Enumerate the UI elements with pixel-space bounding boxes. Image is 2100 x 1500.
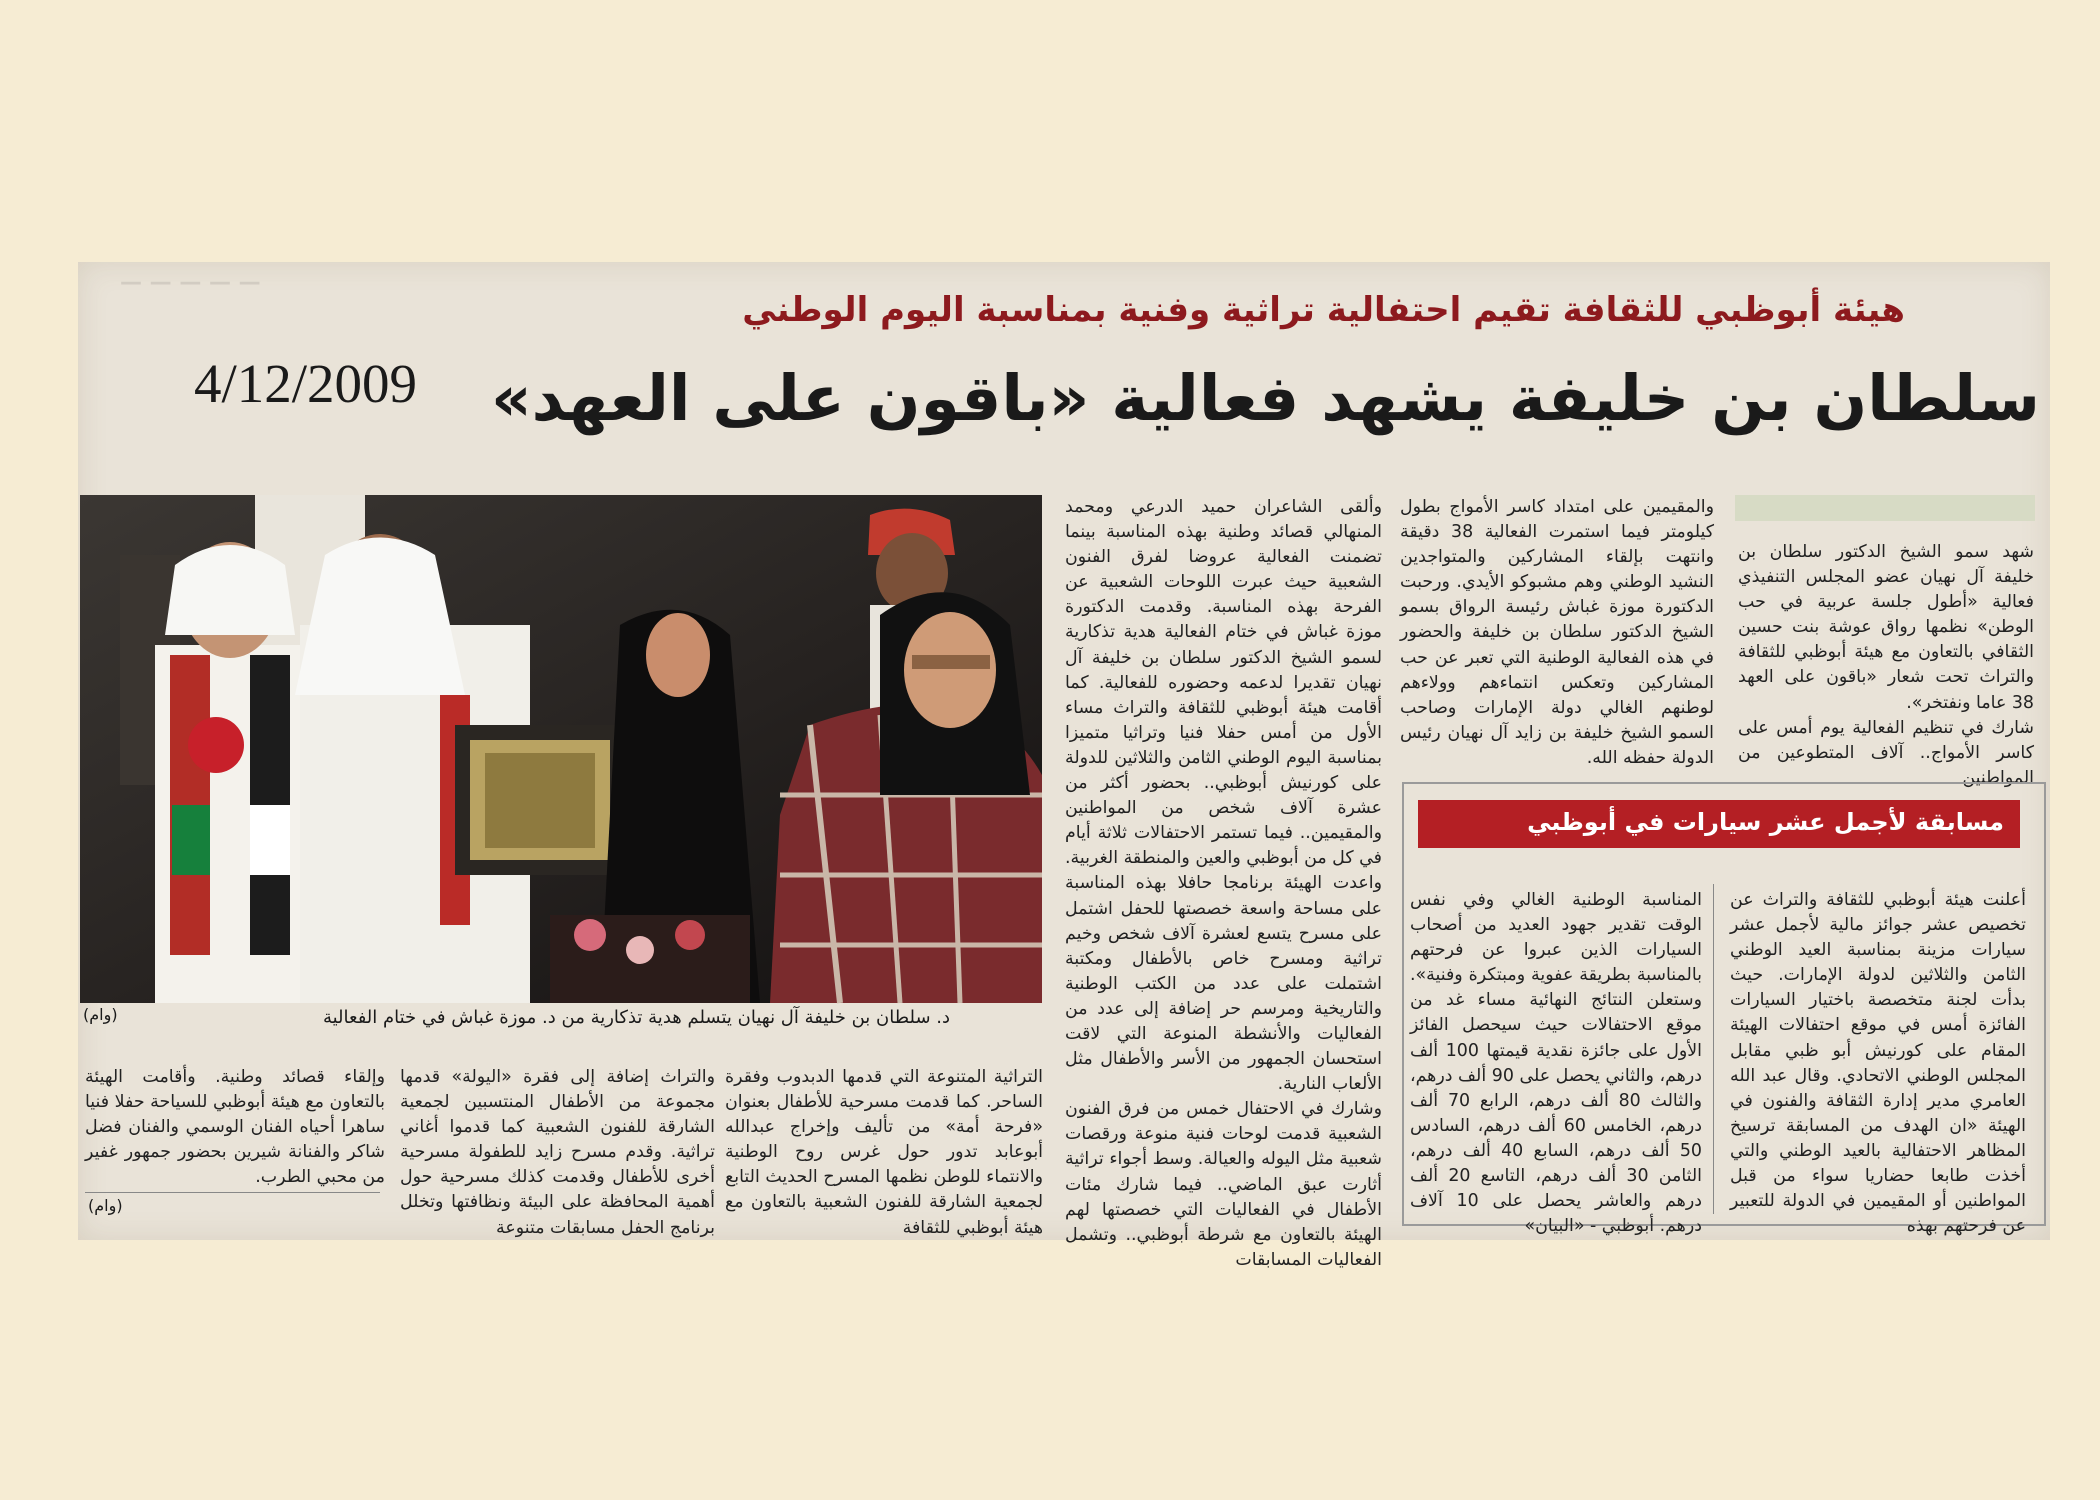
bleed-through-text: — — — — — xyxy=(120,270,261,295)
sidebar-column-b: المناسبة الوطنية الغالي وفي نفس الوقت تقدير جهود العديد من أصحاب السيارات الذين عبروا عن فرحتهم بالمناسبة بطريقة عفوية ومبتكرة وفنية». وستعلن النتائج النهائية مساء غد من موقع الاحتفالات حيث سيحصل الفائز الأول على جائزة نقدية قيمتها 100 ألف درهم، والثاني يحصل على 90 ألف درهم، والثالث 80 ألف درهم، الرابع 70 ألف درهم، الخامس 60 ألف درهم، السادس 50 ألف درهم، السابع 40 ألف درهم، الثامن 30 ألف درهم، التاسع 20 ألف درهم والعاشر يحصل على 10 آلاف درهم. أبوظبي - «البيان» xyxy=(1410,890,1702,1237)
sidebar-column-a: أعلنت هيئة أبوظبي للثقافة والتراث عن تخصيص عشر جوائز مالية لأجمل عشر سيارات مزينة بمناسبة العيد الوطني الثامن والثلاثين لدولة الإمارات. حيث بدأت لجنة متخصصة باختيار السيارات الفائزة أمس في موقع احتفالات الهيئة المقام على كورنيش أبو ظبي مقابل المجلس الوطني الاتحادي. وقال عبد الله العامري مدير إدارة الثقافة والفنون في الهيئة «ان الهدف من المسابقة ترسيخ المظاهر الاحتفالية بالعيد الوطني والتي أخذت طابعا حضاريا سواء من قبل المواطنين أو المقيمين في الدولة للتعبير عن فرحتهم بهذه xyxy=(1730,890,2026,1237)
main-headline: سلطان بن خليفة يشهد فعالية «باقون على العهد» xyxy=(490,362,2040,435)
sidebar-title-bar xyxy=(1418,800,2020,848)
date-stamp: 4/12/2009 xyxy=(194,353,418,414)
article-column-6: وإلقاء قصائد وطنية. وأقامت الهيئة بالتعاون مع هيئة أبوظبي للسياحة حفلا فنيا ساهرا أحياه الفنان الوسمي والفنان فضل شاكر والفنانة شيرين بحضور جمهور غفير من محبي الطرب. xyxy=(85,1067,385,1188)
column-header-tint xyxy=(1735,495,2035,521)
article-column-5: والتراث إضافة إلى فقرة «اليولة» قدمها مجموعة من الأطفال المنتسبين لجمعية الشارقة للفنون الشعبية كما قدموا أغاني تراثية. وقدم مسرح زايد للطفولة مسرحية أخرى للأطفال وقدمت كذلك مسرحية حول أهمية المحافظة على البيئة ونظافتها وتخلل برنامج الحفل مسابقات متنوعة xyxy=(400,1067,715,1238)
bottom-rule xyxy=(85,1192,380,1193)
photo-scene xyxy=(80,495,1042,1003)
article-column-4: التراثية المتنوعة التي قدمها الدبدوب وفقرة الساحر. كما قدمت مسرحية للأطفال بعنوان «فرحة أمة» من تأليف وإخراج عبدالله أبوعابد تدور حول غرس روح الوطنية والانتماء للوطن نظمها المسرح الحديث التابع لجمعية الشارقة للفنون الشعبية بالتعاون مع هيئة أبوظبي للثقافة xyxy=(725,1067,1043,1238)
event-photo xyxy=(80,495,1042,1003)
article-column-2: والمقيمين على امتداد كاسر الأمواج بطول كيلومتر فيما استمرت الفعالية 38 دقيقة وانتهت بإلقاء المشاركين والمتواجدين النشيد الوطني وهم مشبوكو الأيدي. ورحبت الدكتورة موزة غباش رئيسة الرواق بسمو الشيخ الدكتور سلطان بن خليفة والحضور في هذه الفعالية الوطنية التي تعبر عن حب المشاركين وتعكس انتماءهم وولاءهم لوطنهم الغالي دولة الإمارات وصاحب السمو الشيخ خليفة بن زايد آل نهيان رئيس الدولة حفظه الله. xyxy=(1400,497,1714,768)
kicker-heading: هيئة أبوظبي للثقافة تقيم احتفالية تراثية وفنية بمناسبة اليوم الوطني xyxy=(742,290,1905,330)
article-column-3: وألقى الشاعران حميد الدرعي ومحمد المنهالي قصائد وطنية بهذه المناسبة بينما تضمنت الفعالية عروضا لفرق الفنون الشعبية حيث عبرت اللوحات الشعبية عن الفرحة بهذه المناسبة. وقدمت الدكتورة موزة غباش في ختام الفعالية هدية تذكارية لسمو الشيخ الدكتور سلطان بن خليفة آل نهيان تقديرا لدعمه وحضوره للفعالية. كما أقامت هيئة أبوظبي للثقافة والتراث مساء الأول من أمس حفلا فنيا وتراثيا متميزا بمناسبة اليوم الوطني الثامن والثلاثين للدولة على كورنيش أبوظبي.. بحضور أكثر من عشرة آلاف شخص من المواطنين والمقيمين.. فيما تستمر الاحتفالات ثلاثة أيام في كل من أبوظبي والعين والمنطقة الغربية. واعدت الهيئة برنامجا حافلا بهذه المناسبة على مساحة واسعة خصصتها للحفل اشتمل على مسرح يتسع لعشرة آلاف شخص وخيم تراثية ومسرح خاص بالأطفال ومكتبة اشتملت على عدد من الكتب الوطنية والتاريخية ومرسم حر إضافة إلى عدد من الفعاليات والأنشطة المنوعة التي لاقت استحسان الجمهور من الأسر والأطفال مثل الألعاب النارية. وشارك في الاحتفال خمس من فرق الفنون الشعبية قدمت لوحات فنية منوعة ورقصات شعبية مثل اليوله والعيالة. وسط أجواء تراثية أثارت عبق الماضي.. فيما شارك مئات الأطفال في الفعاليات التي خصصتها لهم الهيئة بالتعاون مع شرطة أبوظبي.. وتشمل الفعاليات المسابقات xyxy=(1065,497,1382,1270)
bottom-credit: (وام) xyxy=(88,1196,123,1215)
photo-credit: (وام) xyxy=(83,1005,118,1024)
sidebar-title: مسابقة لأجمل عشر سيارات في أبوظبي xyxy=(1527,808,2004,836)
photo-caption: د. سلطان بن خليفة آل نهيان يتسلم هدية تذكارية من د. موزة غباش في ختام الفعالية xyxy=(322,1007,950,1028)
sidebar-divider xyxy=(1713,884,1714,1214)
article-column-1: شهد سمو الشيخ الدكتور سلطان بن خليفة آل نهيان عضو المجلس التنفيذي فعالية «أطول جلسة عربية في حب الوطن» نظمها رواق عوشة بنت حسين الثقافي بالتعاون مع هيئة أبوظبي للثقافة والتراث تحت شعار «باقون على العهد 38 عاما ونفتخر». شارك في تنظيم الفعالية يوم أمس على كاسر الأمواج.. آلاف المتطوعين من المواطنين xyxy=(1738,542,2034,788)
